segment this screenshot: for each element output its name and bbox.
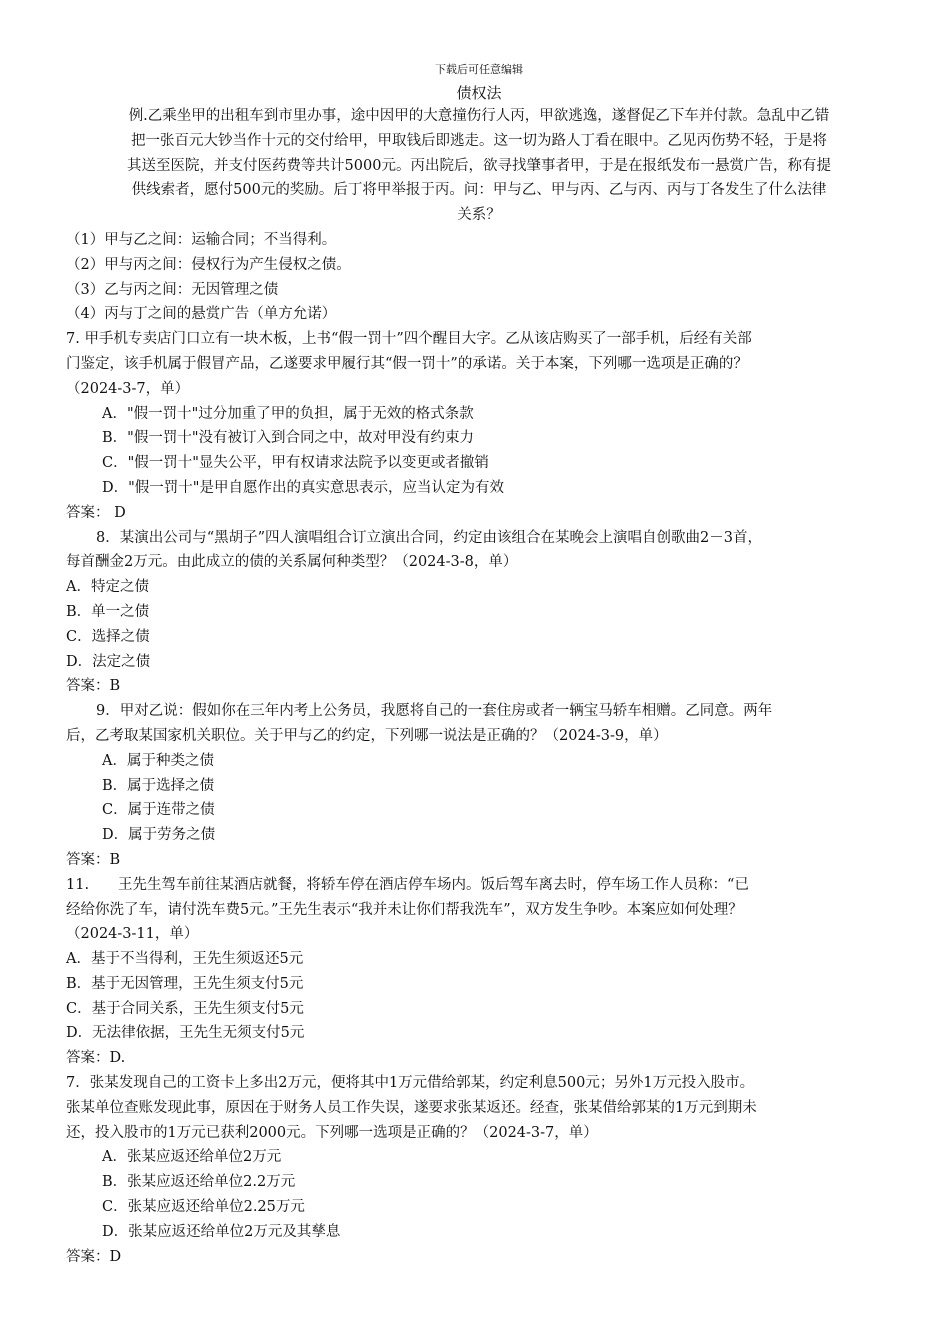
answer-item: （2）甲与丙之间：侵权行为产生侵权之债。 (66, 256, 351, 273)
answer-item: （3）乙与丙之间：无因管理之债 (66, 281, 279, 298)
option-d: D．无法律依据，王先生无须支付5元 (66, 1025, 305, 1042)
text-line: 把一张百元大钞当作十元的交付给甲，甲取钱后即逃走。这一切为路人丁看在眼中。乙见丙伤势不轻，于是将 (131, 132, 827, 149)
intro-paragraph (66, 104, 892, 228)
question-11 (66, 873, 892, 1071)
option-a: A．特定之债 (66, 579, 149, 596)
answer-item: （1）甲与乙之间：运输合同；不当得利。 (66, 231, 337, 248)
question-line: 还，投入股市的1万元已获利2000元。下列哪一选项是正确的？（2024-3-7，单） (66, 1124, 598, 1141)
option-d: D．法定之债 (66, 653, 151, 670)
option-c: C．张某应返还给单位2.25万元 (102, 1199, 305, 1216)
option-c: C．基于合同关系，王先生须支付5元 (66, 1000, 304, 1017)
option-d: D．"假一罚十"是甲自愿作出的真实意思表示，应当认定为有效 (102, 479, 504, 496)
question-line: 每首酬金2万元。由此成立的债的关系属何种类型？（2024-3-8，单） (66, 554, 518, 571)
question-line: 后，乙考取某国家机关职位。关于甲与乙的约定，下列哪一说法是正确的？（2024-3-9，单） (66, 727, 668, 744)
text-line: 供线索者，愿付500元的奖励。后丁将甲举报于丙。问：甲与乙、甲与丙、乙与丙、丙与丁各发生了什么法律 (131, 182, 827, 199)
question-line: 门鉴定，该手机属于假冒产品，乙遂要求甲履行其“假一罚十”的承诺。关于本案，下列哪一选项是正确的？ (66, 355, 748, 372)
question-7 (66, 327, 892, 525)
option-a: A．"假一罚十"过分加重了甲的负担，属于无效的格式条款 (102, 405, 474, 422)
answer-line: 答案：B (66, 851, 121, 868)
question-7-second (66, 1071, 892, 1269)
option-c: C．"假一罚十"显失公平，甲有权请求法院予以变更或者撤销 (102, 455, 489, 472)
answer-item: （4）丙与丁之间的悬赏广告（单方允诺） (66, 306, 337, 323)
document-title: 债权法 (456, 84, 502, 102)
answer-line: 答案：D (66, 1248, 122, 1265)
answer-line: 答案：B (66, 678, 121, 695)
document-page (66, 62, 892, 1269)
option-d: D．张某应返还给单位2万元及其孳息 (102, 1223, 341, 1240)
question-line: 7. 甲手机专卖店门口立有一块木板，上书“假一罚十”四个醒目大字。乙从该店购买了一部手机，后经有关部 (66, 331, 752, 348)
option-b: B．张某应返还给单位2.2万元 (102, 1174, 296, 1191)
option-c: C．选择之债 (66, 628, 150, 645)
answer-line: 答案： D (66, 504, 126, 521)
question-line: 9．甲对乙说：假如你在三年内考上公务员，我愿将自己的一套住房或者一辆宝马轿车相赠。乙同意。两年 (96, 703, 773, 720)
option-a: A．属于种类之债 (102, 752, 214, 769)
intro-answers (66, 228, 892, 327)
question-8 (66, 526, 892, 700)
option-a: A．张某应返还给单位2万元 (102, 1149, 282, 1166)
option-b: B．基于无因管理，王先生须支付5元 (66, 975, 304, 992)
page-header: 下载后可任意编辑 (435, 63, 523, 76)
option-a: A．基于不当得利，王先生须返还5元 (66, 951, 304, 968)
question-line: 7．张某发现自己的工资卡上多出2万元，便将其中1万元借给郭某，约定利息500元；另外1万元投入股市。 (66, 1075, 755, 1092)
question-line: 经给你洗了车，请付洗车费5元。”王先生表示“我并未让你们帮我洗车”，双方发生争吵。本案应如何处理？ (66, 901, 743, 918)
option-b: B．属于选择之债 (102, 777, 215, 794)
question-line: 11. 王先生驾车前往某酒店就餐，将轿车停在酒店停车场内。饭后驾车离去时，停车场工作人员称：“已 (66, 876, 749, 893)
text-line: 其送至医院，并支付医药费等共计5000元。丙出院后，欲寻找肇事者甲，于是在报纸发布一悬赏广告，称有提 (127, 157, 831, 174)
question-9 (66, 699, 892, 873)
option-c: C．属于连带之债 (102, 802, 215, 819)
question-line: （2024-3-7，单） (66, 380, 190, 397)
option-b: B．"假一罚十"没有被订入到合同之中，故对甲没有约束力 (102, 430, 474, 447)
question-line: 张某单位查账发现此事，原因在于财务人员工作失误，遂要求张某返还。经查，张某借给郭某的1万元到期未 (66, 1099, 757, 1116)
option-b: B．单一之债 (66, 603, 150, 620)
option-d: D．属于劳务之债 (102, 827, 216, 844)
answer-line: 答案：D. (66, 1050, 126, 1067)
question-line: （2024-3-11，单） (66, 926, 199, 943)
question-line: 8．某演出公司与“黑胡子”四人演唱组合订立演出合同，约定由该组合在某晚会上演唱自创歌曲2－3首， (96, 529, 762, 546)
text-line: 例.乙乘坐甲的出租车到市里办事，途中因甲的大意撞伤行人丙，甲欲逃逸，遂督促乙下车并付款。急乱中乙错 (128, 108, 830, 124)
text-line: 关系？ (457, 207, 501, 224)
